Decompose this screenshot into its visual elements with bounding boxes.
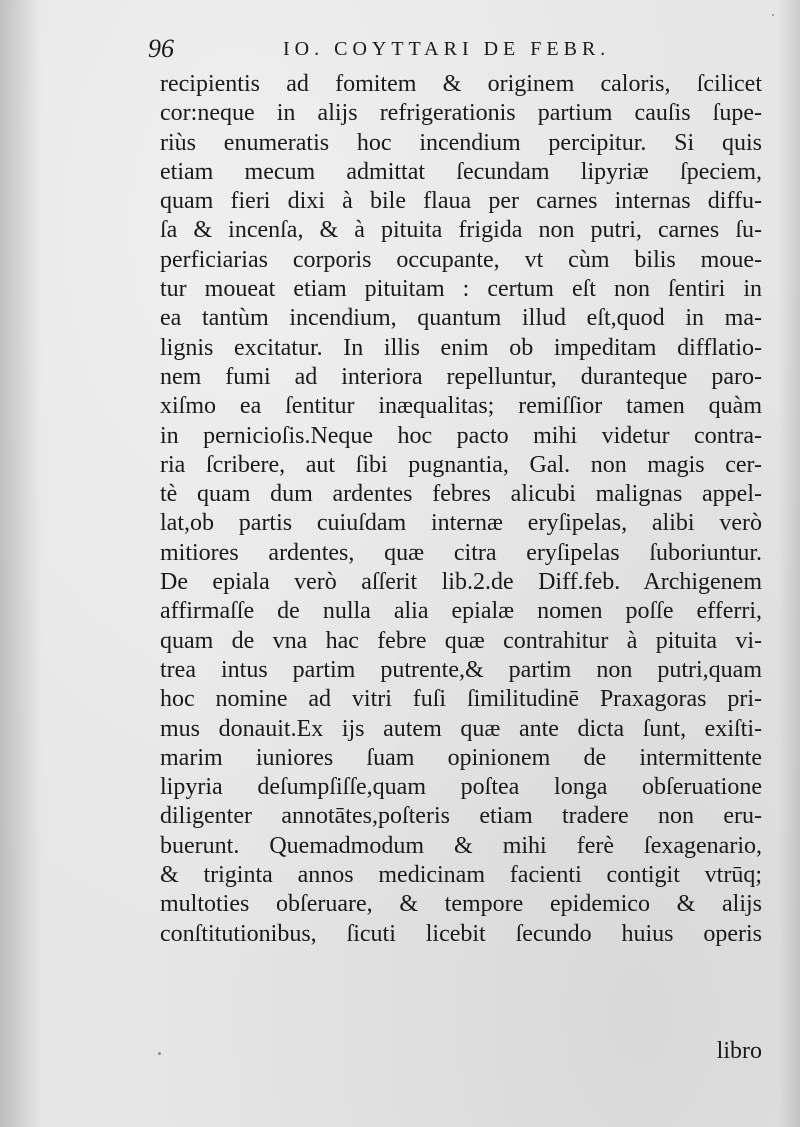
- text-line: etiam mecum admittat ſecundam lipyriæ ſpeciem,: [160, 158, 762, 185]
- text-line: tè quam dum ardentes febres alicubi malignas appel-: [160, 481, 762, 508]
- text-line: conſtitutionibus, ſicuti licebit ſecundo huius operis: [160, 920, 762, 947]
- text-line: xiſmo ea ſentitur inæqualitas; remiſſior tamen quàm: [160, 393, 762, 420]
- text-line: lipyria deſumpſiſſe,quam poſtea longa obſeruatione: [160, 774, 762, 801]
- ink-speck: [158, 1052, 161, 1055]
- text-line: riùs enumeratis hoc incendium percipitur. Si quis: [160, 129, 762, 156]
- text-line: tur moueat etiam pituitam : certum eſt non ſentiri in: [160, 276, 762, 303]
- ink-speck: [772, 14, 774, 16]
- text-line: mus donauit.Ex iјs autem quæ ante dicta ſunt, exiſti-: [160, 715, 762, 742]
- text-line: ſa & incenſa, & à pituita frigida non putri, carnes ſu-: [160, 217, 762, 244]
- running-title: IO. COYTTARI DE FEBR.: [283, 38, 611, 60]
- running-head: [148, 34, 768, 64]
- text-line: mitiores ardentes, quæ citra eryſipelas ſuboriuntur.: [160, 539, 762, 566]
- text-line: diligenter annotātes,poſteris etiam tradere non eru-: [160, 803, 762, 830]
- text-line: affirmaſſe de nulla alia epialæ nomen poſſe efferri,: [160, 598, 762, 625]
- text-line: De epiala verò aſſerit lib.2.de Diff.feb. Archigenem: [160, 569, 762, 596]
- text-line: quam de vna hac febre quæ contrahitur à pituita vi-: [160, 627, 762, 654]
- text-line: ea tantùm incendium, quantum illud eſt,quod in ma-: [160, 305, 762, 332]
- body-text: [160, 70, 762, 949]
- text-line: quam fieri dixi à bile flaua per carnes internas diffu-: [160, 188, 762, 215]
- text-line: cor:neque in aliјs refrigerationis partium cauſis ſupe-: [160, 100, 762, 127]
- text-line: trea intus partim putrente,& partim non putri,quam: [160, 656, 762, 683]
- text-line: recipientis ad fomitem & originem caloris, ſcilicet: [160, 71, 762, 97]
- text-line: hoc nomine ad vitri fuſi ſimilitudinē Praxagoras pri-: [160, 686, 762, 713]
- text-line: lat,ob partis cuiuſdam internæ eryſipelas, alibi verò: [160, 510, 762, 537]
- text-line: in pernicioſis.Neque hoc pacto mihi videtur contra-: [160, 422, 762, 449]
- text-line: ria ſcribere, aut ſibi pugnantia, Gal. non magis cer-: [160, 451, 762, 478]
- text-line: perficiarias corporis occupante, vt cùm bilis moue-: [160, 246, 762, 273]
- text-line: lignis excitatur. In illis enim ob impeditam difflatio-: [160, 334, 762, 361]
- text-line: marim iuniores ſuam opinionem de intermittente: [160, 744, 762, 771]
- catchword: libro: [716, 1038, 762, 1064]
- text-line: & triginta annos medicinam facienti contigit vtrūq;: [160, 862, 762, 889]
- text-line: buerunt. Quemadmodum & mihi ferè ſexagenario,: [160, 832, 762, 859]
- text-line: multoties obſeruare, & tempore epidemico & aliјs: [160, 891, 762, 918]
- page-number: 96: [148, 34, 174, 63]
- text-line: nem fumi ad interiora repelluntur, duranteque paro-: [160, 363, 762, 390]
